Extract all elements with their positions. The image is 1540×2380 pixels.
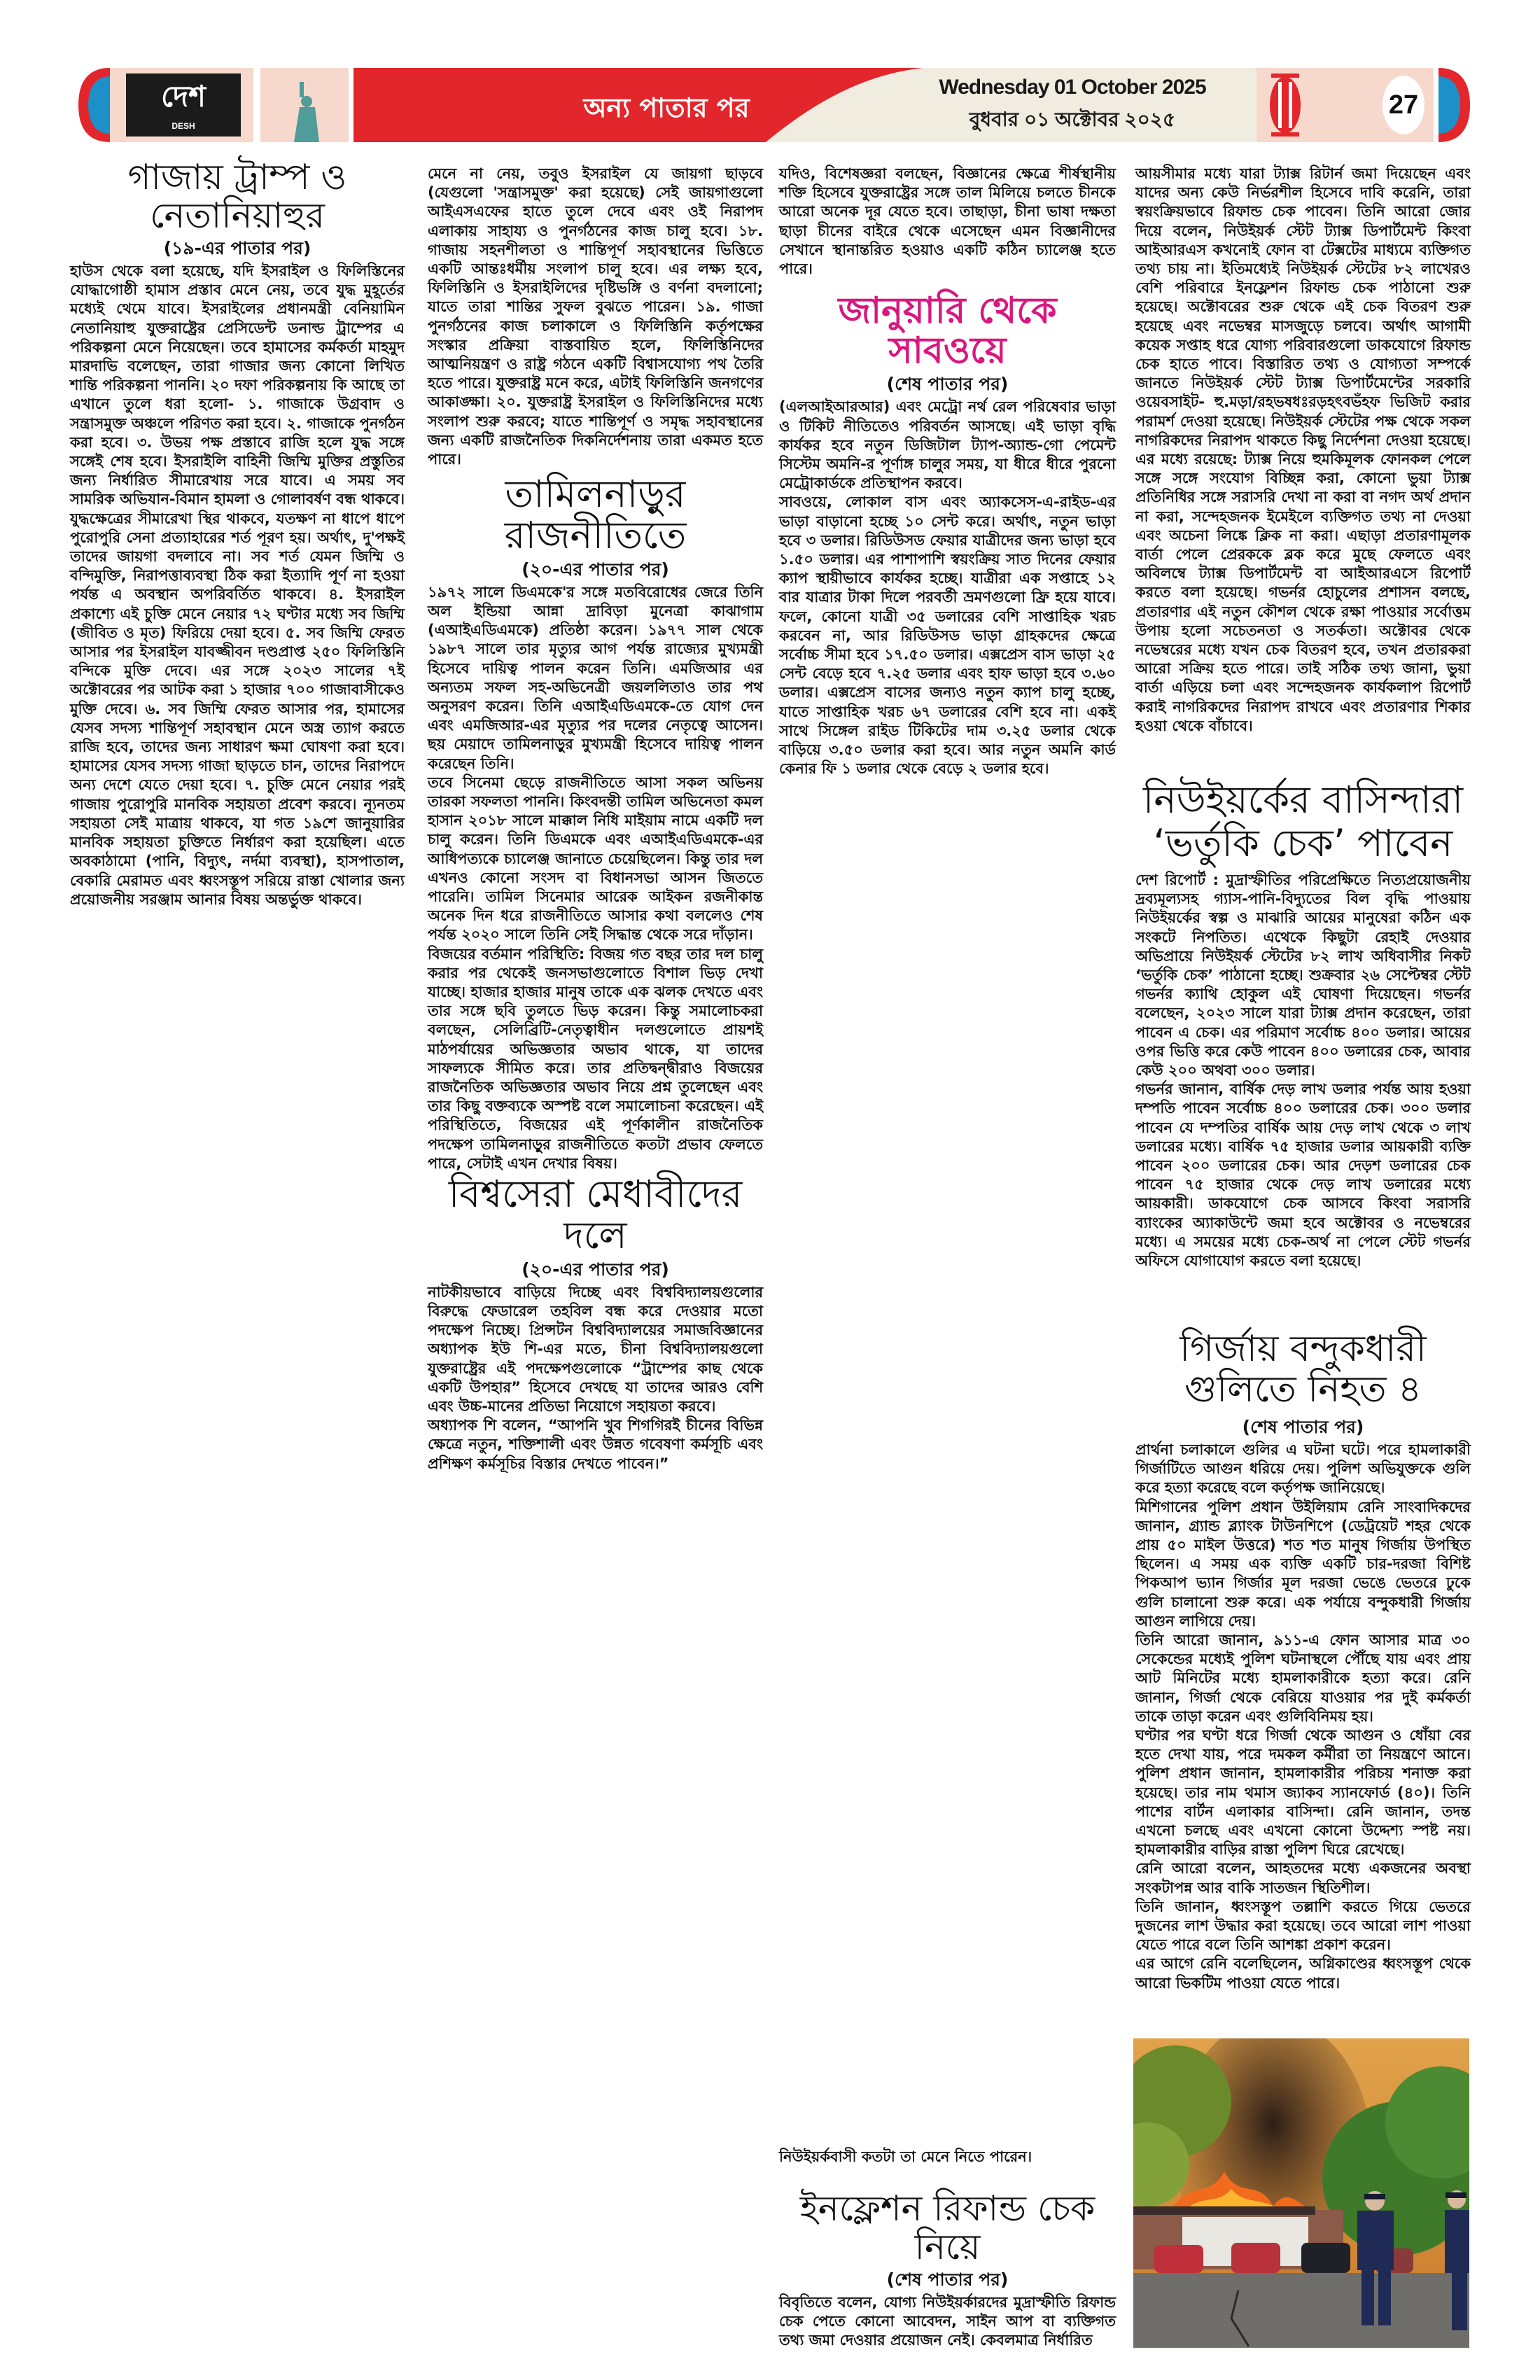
paragraph: বিজয়ের বর্তমান পরিস্থিতি: বিজয় গত বছর তার দল চালু করার পর থেকেই জনসভাগুলোতে বিশাল ভিড় দেখা যাচ্ছে। হাজার হাজার মানুষ তাকে এক ঝলক দেখতে এবং তার সঙ্গে ছবি তুলতে ভিড় করেন। কিন্তু সমালোচকরা বলছেন, সেলিব্রিটি-নেতৃত্বাধীন দলগুলোতে প্রায়শই মাঠপর্যায়ের অভিজ্ঞতার অভাব থাকে, যা তাদের সাফল্যকে সীমিত করে। তার প্রতিদ্বন্দ্বীরাও বিজয়ের রাজনৈতিক অভিজ্ঞতার অভাব নিয়ে প্রশ্ন তুলেছেন এবং তার কিছু বক্তব্যকে অস্পষ্ট বলে সমালোচনা করেছেন। এই পরিস্থিতিতে, বিজয়ের এই পূর্ণকালীন রাজনৈতিক পদক্ষেপ তামিলনাড়ুর রাজনীতিতে কতটা প্রভাব ফেলতে পারে, সেটাই এখন দেখার বিষয়। [428, 945, 763, 1172]
paragraph: তিনি জানান, ধ্বংসস্তূপ তল্লাশি করতে গিয়ে ভেতরে দুজনের লাশ উদ্ধার করা হয়েছে। তবে আরো লাশ পাওয়া যেতে পারে বলে তিনি আশঙ্কা প্রকাশ করেন। [1135, 1898, 1471, 1954]
article-body [428, 1283, 763, 1474]
article-body [428, 164, 763, 469]
headline: গাজায় ট্রাম্প ও নেতানিয়াহুর [127, 157, 347, 236]
article-body [1135, 1441, 1471, 1993]
column-3 [779, 164, 1116, 2351]
headline: তামিলনাড়ুর রাজনীতিতে [504, 472, 687, 558]
article-gaza-continued [428, 164, 763, 473]
article-body [779, 164, 1116, 279]
article-tamilnadu [428, 473, 763, 1173]
page-header [78, 68, 1470, 142]
paragraph: দেশ রিপোর্ট : মুদ্রাস্ফীতির পরিপ্রেক্ষিতে নিত্যপ্রয়োজনীয় দ্রব্যমূল্যসহ গ্যাস-পানি-বিদ্যুতের বিল বৃদ্ধি পাওয়ায় নিউইয়র্কের স্বল্প ও মাঝারি আয়ের মানুষেরা কঠিন এক সংকটে নিপতিত। এথেকে কিছুটা রেহাই দেওয়ার অভিপ্রায়ে নিউইয়র্ক স্টেটের ৮২ লাখ অধিবাসীর নিকট ‘ভর্তুকি চেক’ পাঠানো হচ্ছে। শুক্রবার ২৬ সেপ্টেম্বর স্টেট গভর্নর ক্যাথি হোকুল এই ঘোষণা দিয়েছেন। গভর্নর বলেছেন, ২০২৩ সালে যারা ট্যাক্স প্রদান করেছেন, তারা পাবেন এ চেক। এর পরিমাণ সর্বোচ্চ ৪০০ ডলার। আয়ের ওপর ভিত্তি করে কেউ পাবেন ৪০০ ডলারের চেক, আবার কেউ ২০০ অথবা ৩০০ ডলার। [1135, 872, 1471, 1079]
article-body [428, 583, 763, 1173]
continued-from: (শেষ পাতার পর) [1242, 1417, 1364, 1437]
article-body [70, 262, 405, 909]
closing-line: নিউইয়র্কবাসী কতটা তা মেনে নিতে পারেন। [779, 2148, 1032, 2165]
paragraph: হাউস থেকে বলা হয়েছে, যদি ইসরাইল ও ফিলিস্তিনের যোদ্ধাগোষ্ঠী হামাস প্রস্তাব মেনে নেয়, তবে যুদ্ধ মুহূর্তের মধ্যেই থেমে যাবে। ইসরাইলের প্রধানমন্ত্রী বেনিয়ামিন নেতানিয়াহু যুক্তরাষ্ট্রের প্রেসিডেন্ট ডনাল্ড ট্রাম্পের এ পরিকল্পনা মেনে নিয়েছেন। তবে হামাসের কর্মকর্তা মাহমুদ মারদাভি বলেছেন, তারা গাজার জন্য কোনো লিখিত শান্তি পরিকল্পনা পাননি। ২০ দফা পরিকল্পনায় কি আছে তা এখানে তুলে ধরা হলো- ১. গাজাকে উগ্রবাদ ও সন্ত্রাসমুক্ত অঞ্চলে পরিণত করা হবে। ২. গাজাকে পুনর্গঠন করা হবে। ৩. উভয় পক্ষ প্রস্তাবে রাজি হলে যুদ্ধ সঙ্গে সঙ্গেই শেষ হবে। ইসরাইলি বাহিনী জিম্মি মুক্তির প্রস্তুতির জন্য নির্ধারিত সীমারেখায় সরে যাবে। এ সময় সব সামরিক অভিযান-বিমান হামলা ও গোলাবর্ষণ বন্ধ থাকবে। যুদ্ধক্ষেত্রের সীমারেখা স্থির থাকবে, যতক্ষণ না ধাপে ধাপে পুরোপুরি সেনা প্রত্যাহারের শর্ত পূরণ হয়। অর্থাৎ, দু'পক্ষই তাদের জায়গা বদলাবে না। সব শর্ত যেমন জিম্মি ও বন্দিমুক্তি, নিরাপত্তাব্যবস্থা ঠিক করা ইত্যাদি পূর্ণ না হওয়া পর্যন্ত এ অবস্থান অপরিবর্তিত থাকবে। ৪. ইসরাইল প্রকাশ্যে এই চুক্তি মেনে নেয়ার ৭২ ঘণ্টার মধ্যে সব জিম্মি (জীবিত ও মৃত) ফিরিয়ে দেয়া হবে। ৫. সব জিম্মি ফেরত আসার পর ইসরাইল যাবজ্জীবন দণ্ডপ্রাপ্ত ২৫০ ফিলিস্তিনি বন্দিকে মুক্তি দেবে। এর সঙ্গে ২০২৩ সালের ৭ই অক্টোবরের পর আটক করা ১ হাজার ৭০০ গাজাবাসীকেও মুক্তি দেবে। ৬. সব জিম্মি ফেরত আসার পর, হামাসের যেসব সদস্য শান্তিপূর্ণ সহাবস্থান মেনে অস্ত্র ত্যাগ করতে রাজি হবে, তাদের জন্য সাধারণ ক্ষমা ঘোষণা করা হবে। হামাসের যেসব সদস্য গাজা ছাড়তে চান, তাদের নিরাপদে অন্য দেশে যেতে দেয়া হবে। ৭. চুক্তি মেনে নেয়ার পরই গাজায় পুরোপুরি মানবিক সহায়তা প্রবেশ করবে। ন্যূনতম সহায়তা সেই মাত্রায় থাকবে, যা গত ১৯শে জানুয়ারির মানবিক সহায়তা চুক্তিতে নির্ধারণ করা হয়েছিল। এতে অবকাঠামো (পানি, বিদ্যুৎ, নর্দমা ব্যবস্থা), হাসপাতাল, বেকারি মেরামত এবং ধ্বংসস্তূপ সরিয়ে রাস্তা খোলার জন্য প্রয়োজনীয় সরঞ্জাম আনার বিষয় অন্তর্ভুক্ত থাকবে। [70, 262, 405, 908]
paragraph: তবে সিনেমা ছেড়ে রাজনীতিতে আসা সকল অভিনয় তারকা সফলতা পাননি। কিংবদন্তী তামিল অভিনেতা কমল হাসান ২০১৮ সালে মাক্কাল নিধি মাইয়াম নামে একটি দল চালু করেন। তিনি ডিএমকে এবং এআইএডিএমকে-এর আধিপত্যকে চ্যালেঞ্জ জানাতে চেয়েছিলেন। কিন্তু তার দল এখনও কোনো সংসদ বা বিধানসভা আসন জিততে পারেনি। তামিল সিনেমার আরেক আইকন রজনীকান্ত অনেক দিন ধরে রাজনীতিতে আসার কথা বললেও শেষ পর্যন্ত ২০২০ সালে তিনি সেই সিদ্ধান্ত থেকে সরে দাঁড়ান। [428, 774, 763, 944]
date-bengali: বুধবার ০১ অক্টোবর ২০২৫ [969, 108, 1176, 130]
paragraph: ঘণ্টার পর ঘণ্টা ধরে গির্জা থেকে আগুন ও ধোঁয়া বের হতে দেখা যায়, পরে দমকল কর্মীরা তা নিয়ন্ত্রণে আনে। পুলিশ প্রধান জানান, হামলাকারীর পরিচয় শনাক্ত করা হয়েছে। তার নাম থমাস জ্যাকব স্যানফোর্ড (৪০)। তিনি পাশের বার্টন এলাকার বাসিন্দা। রেনি জানান, তদন্ত এখনো চলছে এবং এখনো কোনো উদ্দেশ্য স্পষ্ট নয়। হামলাকারীর বাড়ির রাস্তা পুলিশ ঘিরে রেখেছে। [1135, 1727, 1471, 1858]
church-fire-photo [1133, 2038, 1469, 2348]
article-body [779, 2293, 1116, 2351]
paragraph: মিশিগানের পুলিশ প্রধান উইলিয়াম রেনি সাংবাদিকদের জানান, গ্র্যান্ড ব্ল্যাংক টাউনশিপে (ডেট্রয়েট শহর থেকে প্রায় ৫০ মাইল উত্তরে) শত শত মানুষ গির্জায় উপস্থিত ছিলেন। এ সময় এক ব্যক্তি একটি চার-দরজা বিশিষ্ট পিকআপ ভ্যান গির্জার মূল দরজা ভেঙে ভেতরে ঢুকে গুলি চালানো শুরু করে। এক পর্যায়ে বন্দুকধারী গির্জায় আগুন লাগিয়ে দেয়। [1135, 1498, 1471, 1630]
paragraph: তিনি আরো জানান, ৯১১-এ ফোন আসার মাত্র ৩০ সেকেন্ডের মধ্যেই পুলিশ ঘটনাস্থলে পৌঁছে যায় এবং প্রায় আট মিনিটের মধ্যে হামলাকারীকে হত্যা করে। রেনি জানান, গির্জা থেকে বেরিয়ে যাওয়ার পর দুই কর্মকর্তা তাকে তাড়া করেন এবং গুলিবিনিময় হয়। [1135, 1632, 1471, 1725]
headline: বিশ্বসেরা মেধাবীদের দলে [448, 1172, 743, 1258]
headline: জানুয়ারি থেকে সাবওয়ে [838, 290, 1057, 372]
paragraph: নাটকীয়ভাবে বাড়িয়ে দিচ্ছে এবং বিশ্ববিদ্যালয়গুলোর বিরুদ্ধে ফেডারেল তহবিল বন্ধ করে দেওয়ার মতো পদক্ষেপ নিচ্ছে। প্রিন্সটন বিশ্ববিদ্যালয়ের সমাজবিজ্ঞানের অধ্যাপক ইউ শি-এর মতে, চীনা বিশ্ববিদ্যালয়গুলো যুক্তরাষ্ট্রের এই পদক্ষেপগুলোকে “ট্রাম্পের কাছ থেকে একটি উপহার” হিসেবে দেখছে যা তাদের আরও বেশি এবং উচ্চ-মানের প্রতিভা নিয়োগে সহায়তা করবে। [428, 1283, 763, 1415]
article-inflation-continued [1135, 164, 1471, 778]
article-inflation [779, 2190, 1116, 2351]
continued-from: (শেষ পাতার পর) [886, 2269, 1009, 2290]
paragraph: রেনি আরো বলেন, আহতদের মধ্যে একজনের অবস্থা সংকটাপন্ন আর বাকি সাতজন স্থিতিশীল। [1135, 1860, 1471, 1896]
article-gaza [70, 158, 405, 909]
column-2 [428, 164, 763, 1474]
logo: দেশ [161, 79, 206, 113]
article-body [779, 398, 1116, 778]
issue-date [918, 74, 1226, 134]
paragraph: গভর্নর জানান, বার্ষিক দেড় লাখ ডলার পর্যন্ত আয় হওয়া দম্পতি পাবেন সর্বোচ্চ ৪০০ ডলারের চেক। ৩০০ ডলার পাবেন যে দম্পতির বার্ষিক আয় দেড় লাখ থেকে ৩ লাখ ডলারের মধ্যে। বার্ষিক ৭৫ হাজার ডলার আয়কারী ব্যক্তি পাবেন ২০০ ডলারের চেক। আর দেড়শ ডলারের চেক পাবেন ৭৫ হাজার থেকে দেড় লাখ ডলারের মধ্যে আয়কারী। ডাকযোগে চেক আসবে কিংবা সরাসরি ব্যাংকের অ্যাকাউন্টে জমা হবে অক্টোবর ও নভেম্বরের মধ্যে। এ সময়ের মধ্যে চেক-অর্থ না পেলে স্টেট গভর্নর অফিসে যোগাযোগ করতে বলা হয়েছে। [1135, 1081, 1471, 1270]
article-subsidy [1135, 778, 1471, 1329]
headline: ইনফ্লেশন রিফান্ড চেক নিয়ে [799, 2188, 1096, 2267]
paragraph: (এলআইআরআর) এবং মেট্রো নর্থ রেল পরিষেবার ভাড়া ও টিকিট নীতিতেও পরিবর্তন আসছে। এই ভাড়া বৃদ্ধি কার্যকর হবে নতুন ডিজিটাল ট্যাপ-অ্যান্ড-গো পেমেন্ট সিস্টেম অমনি-র পূর্ণাঙ্গ চালুর সময়, যা ধীরে ধীরে পুরনো মেট্রোকার্ডকে প্রতিস্থাপন করবে। [779, 398, 1116, 492]
paragraph: বিবৃতিতে বলেন, যোগ্য নিউইয়র্কারদের মুদ্রাস্ফীতি রিফান্ড চেক পেতে কোনো আবেদন, সাইন আপ বা ব্যক্তিগত তথ্য জমা দেওয়ার প্রয়োজন নেই। কেবলমাত্র নির্ধারিত [779, 2294, 1116, 2349]
article-talent-continued [779, 164, 1116, 291]
page-number: 27 [1388, 90, 1419, 120]
headline-line: গির্জায় বন্দুকধারী [1180, 1328, 1427, 1370]
logo-subtext: DESH [172, 121, 195, 131]
headline [1135, 778, 1471, 865]
paragraph: যদিও, বিশেষজ্ঞরা বলছেন, বিজ্ঞানের ক্ষেত্রে শীর্ষস্থানীয় শক্তি হিসেবে যুক্তরাষ্ট্রের সঙ্গে তাল মিলিয়ে চলতে চীনকে আরো অনেক দূর যেতে হবে। তাছাড়া, চীনা ভাষা দক্ষতা ছাড়া চীনের বাইরে থেকে এসেছেন এমন বিজ্ঞানীদের সেখানে স্থানান্তরিত হওয়াও একটি কঠিন চ্যালেঞ্জ হতে পারে। [779, 165, 1116, 278]
date-english: Wednesday 01 October 2025 [939, 76, 1206, 99]
paragraph: সাবওয়ে, লোকাল বাস এবং অ্যাকসেস-এ-রাইড-এর ভাড়া বাড়ানো হচ্ছে ১০ সেন্ট করে। অর্থাৎ, নতুন ভাড়া হবে ৩ ডলার। রিডিউসড ফেয়ার যাত্রীদের জন্য ভাড়া হবে ১.৫০ ডলার। এর পাশাপাশি স্বয়ংক্রিয় সাত দিনের ফেয়ার ক্যাপ স্থায়ীভাবে কার্যকর হচ্ছে। যাত্রীরা এক সপ্তাহে ১২ বার যাত্রার টাকা দিলে পরবর্তী ভ্রমণগুলো ফ্রি হয়ে যাবে। ফলে, কোনো যাত্রী ৩৫ ডলারের বেশি সাপ্তাহিক খরচ করবেন না, আর রিডিউসড ভাড়া গ্রাহকদের ক্ষেত্রে সর্বোচ্চ সীমা হবে ১৭.৫০ ডলার। এক্সপ্রেস বাস ভাড়া ২৫ সেন্ট বেড়ে হবে ৭.২৫ ডলার এবং হাফ ভাড়া হবে ৩.৬০ ডলার। এক্সপ্রেস বাসের জন্যও নতুন ক্যাপ চালু হচ্ছে, যাতে সাপ্তাহিক খরচ ৬৭ ডলারের বেশি হবে না। একই সাথে সিঙ্গেল রাইড টিকিটের দাম ৩.২৫ ডলার থেকে বাড়িয়ে ৩.৫০ ডলার করা হবে। আর নতুন অমনি কার্ড কেনার ফি ১ ডলার থেকে বেড়ে ২ ডলার হবে। [779, 493, 1116, 778]
continued-from: (১৯-এর পাতার পর) [163, 238, 312, 258]
paragraph: অধ্যাপক শি বলেন, “আপনি খুব শিগগিরই চীনের বিভিন্ন ক্ষেত্রে নতুন, শক্তিশালী এবং উন্নত গবেষণা কর্মসূচি এবং প্রশিক্ষণ কর্মসূচির বিস্তার দেখতে পাবেন।” [428, 1417, 763, 1472]
paragraph: আয়সীমার মধ্যে যারা ট্যাক্স রিটার্ন জমা দিয়েছেন এবং যাদের অন্য কেউ নির্ভরশীল হিসেবে দাবি করেনি, তারা স্বয়ংক্রিয়ভাবে রিফান্ড চেক পাবেন। তিনি আরো জোর দিয়ে বলেন, নিউইয়র্ক স্টেট ট্যাক্স ডিপার্টমেন্ট কিংবা আইআরএস কখনোই ফোন বা টেক্সটের মাধ্যমে ব্যক্তিগত তথ্য চায় না। ইতিমধ্যেই নিউইয়র্ক স্টেটের ৮২ লাখেরও বেশি পরিবারে ইনফ্লেশন রিফান্ড চেক পাঠানো শুরু হয়েছে। অক্টোবরের শুরু থেকে এই চেক বিতরণ শুরু হয়েছে এবং নভেম্বর মাসজুড়ে চলবে। অর্থাৎ আগামী কয়েক সপ্তাহ ধরে যোগ্য পরিবারগুলো ডাকযোগে রিফান্ড চেক হাতে পাবে। বিস্তারিত তথ্য ও যোগ্যতা সম্পর্কে জানতে নিউইয়র্ক স্টেট ট্যাক্স ডিপার্টমেন্টের সরকারি ওয়েবসাইট- হু.মড়া/রহভষধঃরড়হৎবভঁহফ ভিজিট করার পরামর্শ দেওয়া হয়েছে। নিউইয়র্ক স্টেটের পক্ষ থেকে সকল নাগরিকদের নিরাপদ থাকতে কিছু নির্দেশনা দেওয়া হয়েছে। এর মধ্যে রয়েছে: ট্যাক্স নিয়ে হুমকিমূলক ফোনকল পেলে সঙ্গে সঙ্গে সংযোগ বিচ্ছিন্ন করা, কোনো ভুয়া ট্যাক্স প্রতিনিধির সঙ্গে সরাসরি দেখা না করা বা নগদ অর্থ প্রদান না করা, সন্দেহজনক ইমেইলে ব্যক্তিগত তথ্য না দেওয়া এবং অচেনা লিঙ্কে ক্লিক না করা। এছাড়া প্রতারণামূলক বার্তা পেলে প্রেরককে ব্লক করে মুছে ফেলতে এবং অবিলম্বে ট্যাক্স ডিপার্টমেন্ট বা আইআরএসে রিপোর্ট করতে বলা হয়েছে। গভর্নর হোচুলের প্রশাসন বলছে, প্রতারণার এই নতুন কৌশল থেকে রক্ষা পাওয়ার সর্বোত্তম উপায় হলো সচেতনতা ও সতর্কতা। অক্টোবর থেকে নভেম্বরের মধ্যে যখন চেক বিতরণ হবে, তখন প্রতারকরা আরো সক্রিয় হতে পারে। তাই সঠিক তথ্য জানা, ভুয়া বার্তা এড়িয়ে চলা এবং সন্দেহজনক কার্যকলাপ রিপোর্ট করাই নাগরিকদের নিরাপদ রাখবে এবং প্রতারণার শিকার হওয়া থেকে বাঁচাবে। [1135, 165, 1471, 734]
article-church [1135, 1329, 1471, 2038]
paragraph: মেনে না নেয়, তবুও ইসরাইল যে জায়গা ছাড়বে (যেগুলো 'সন্ত্রাসমুক্ত' করা হয়েছে) সেই জায়গাগুলো আইএসএফের হাতে তুলে দেবে এবং ওই নিরাপদ এলাকায় সাহায্য ও পুনর্গঠনের কাজ চালু হবে। ১৮. গাজায় সহনশীলতা ও শান্তিপূর্ণ সহাবস্থানের ভিত্তিতে একটি আন্তঃধর্মীয় সংলাপ চালু হবে। এর লক্ষ্য হবে, ফিলিস্তিনি ও ইসরাইলিদের দৃষ্টিভঙ্গি ও বর্ণনা বদলানো; যাতে তারা শান্তির সুফল বুঝতে পারেন। ১৯. গাজা পুনর্গঠনের কাজ চলাকালে ও ফিলিস্তিনি কর্তৃপক্ষের সংস্কার প্রক্রিয়া বাস্তবায়িত হলে, ফিলিস্তিনিদের আত্মনিয়ন্ত্রণ ও রাষ্ট্র গঠনে একটি বিশ্বাসযোগ্য পথ তৈরি হতে পারে। যুক্তরাষ্ট্র মনে করে, এটাই ফিলিস্তিনি জনগণের আকাঙ্ক্ষা। ২০. যুক্তরাষ্ট্র ইসরাইল ও ফিলিস্তিনিদের মধ্যে সংলাপ শুরু করবে; যাতে শান্তিপূর্ণ ও সমৃদ্ধ সহাবস্থানের জন্য একটি রাজনৈতিক দিকনির্দেশনায় তারা একমত হতে পারে। [428, 165, 763, 468]
headline-line: নিউইয়র্কের বাসিন্দারা [1142, 778, 1464, 822]
headline-line: ‘ভর্তুকি চেক’ পাবেন [1153, 821, 1453, 865]
article-body [1135, 871, 1471, 1270]
section-title: অন্য পাতার পর [583, 92, 750, 123]
article-talent [428, 1173, 763, 1474]
headline-line: গুলিতে নিহত ৪ [1184, 1368, 1422, 1410]
article-subway-closing [779, 2148, 1116, 2190]
continued-from: (শেষ পাতার পর) [886, 374, 1009, 395]
continued-from: (২০-এর পাতার পর) [522, 559, 669, 580]
paragraph: এর আগে রেনি বলেছিলেন, অগ্নিকাণ্ডের ধ্বংসস্তূপ থেকে আরো ভিকটিম পাওয়া যেতে পারে। [1135, 1955, 1471, 1991]
headline [1135, 1329, 1471, 1410]
article-body [1135, 164, 1471, 736]
column-4 [1135, 164, 1471, 2348]
column-1 [70, 158, 405, 909]
article-subway [779, 291, 1116, 2148]
paragraph: প্রার্থনা চলাকালে গুলির এ ঘটনা ঘটে। পরে হামলাকারী গির্জাটিতে আগুন ধরিয়ে দেয়। পুলিশ অভিযুক্তকে গুলি করে হত্যা করেছে বলে কর্তৃপক্ষ জানিয়েছে। [1135, 1441, 1471, 1497]
continued-from: (২০-এর পাতার পর) [522, 1259, 669, 1280]
paragraph: ১৯৭২ সালে ডিএমকে'র সঙ্গে মতবিরোধের জেরে তিনি অল ইন্ডিয়া আন্না দ্রাবিড়া মুনেত্রা কাঝাগাম (এআইএডিএমকে) প্রতিষ্ঠা করেন। ১৯৭৭ সাল থেকে ১৯৮৭ সালে তার মৃত্যুর আগ পর্যন্ত রাজ্যের মুখ্যমন্ত্রী হিসেবে দায়িত্ব পালন করেন তিনি। এমজিআর এর অন্যতম সফল সহ-অভিনেত্রী জয়ললিতাও তার পথ অনুসরণ করেন। তিনি এআইএডিএমকে-তে যোগ দেন এবং এমজিআর-এর মৃত্যুর পর দলের নেতৃত্বে আসেন। ছয় মেয়াদে তামিলনাড়ুর মুখ্যমন্ত্রী হিসেবে দায়িত্ব পালন করেছেন তিনি। [428, 583, 763, 772]
